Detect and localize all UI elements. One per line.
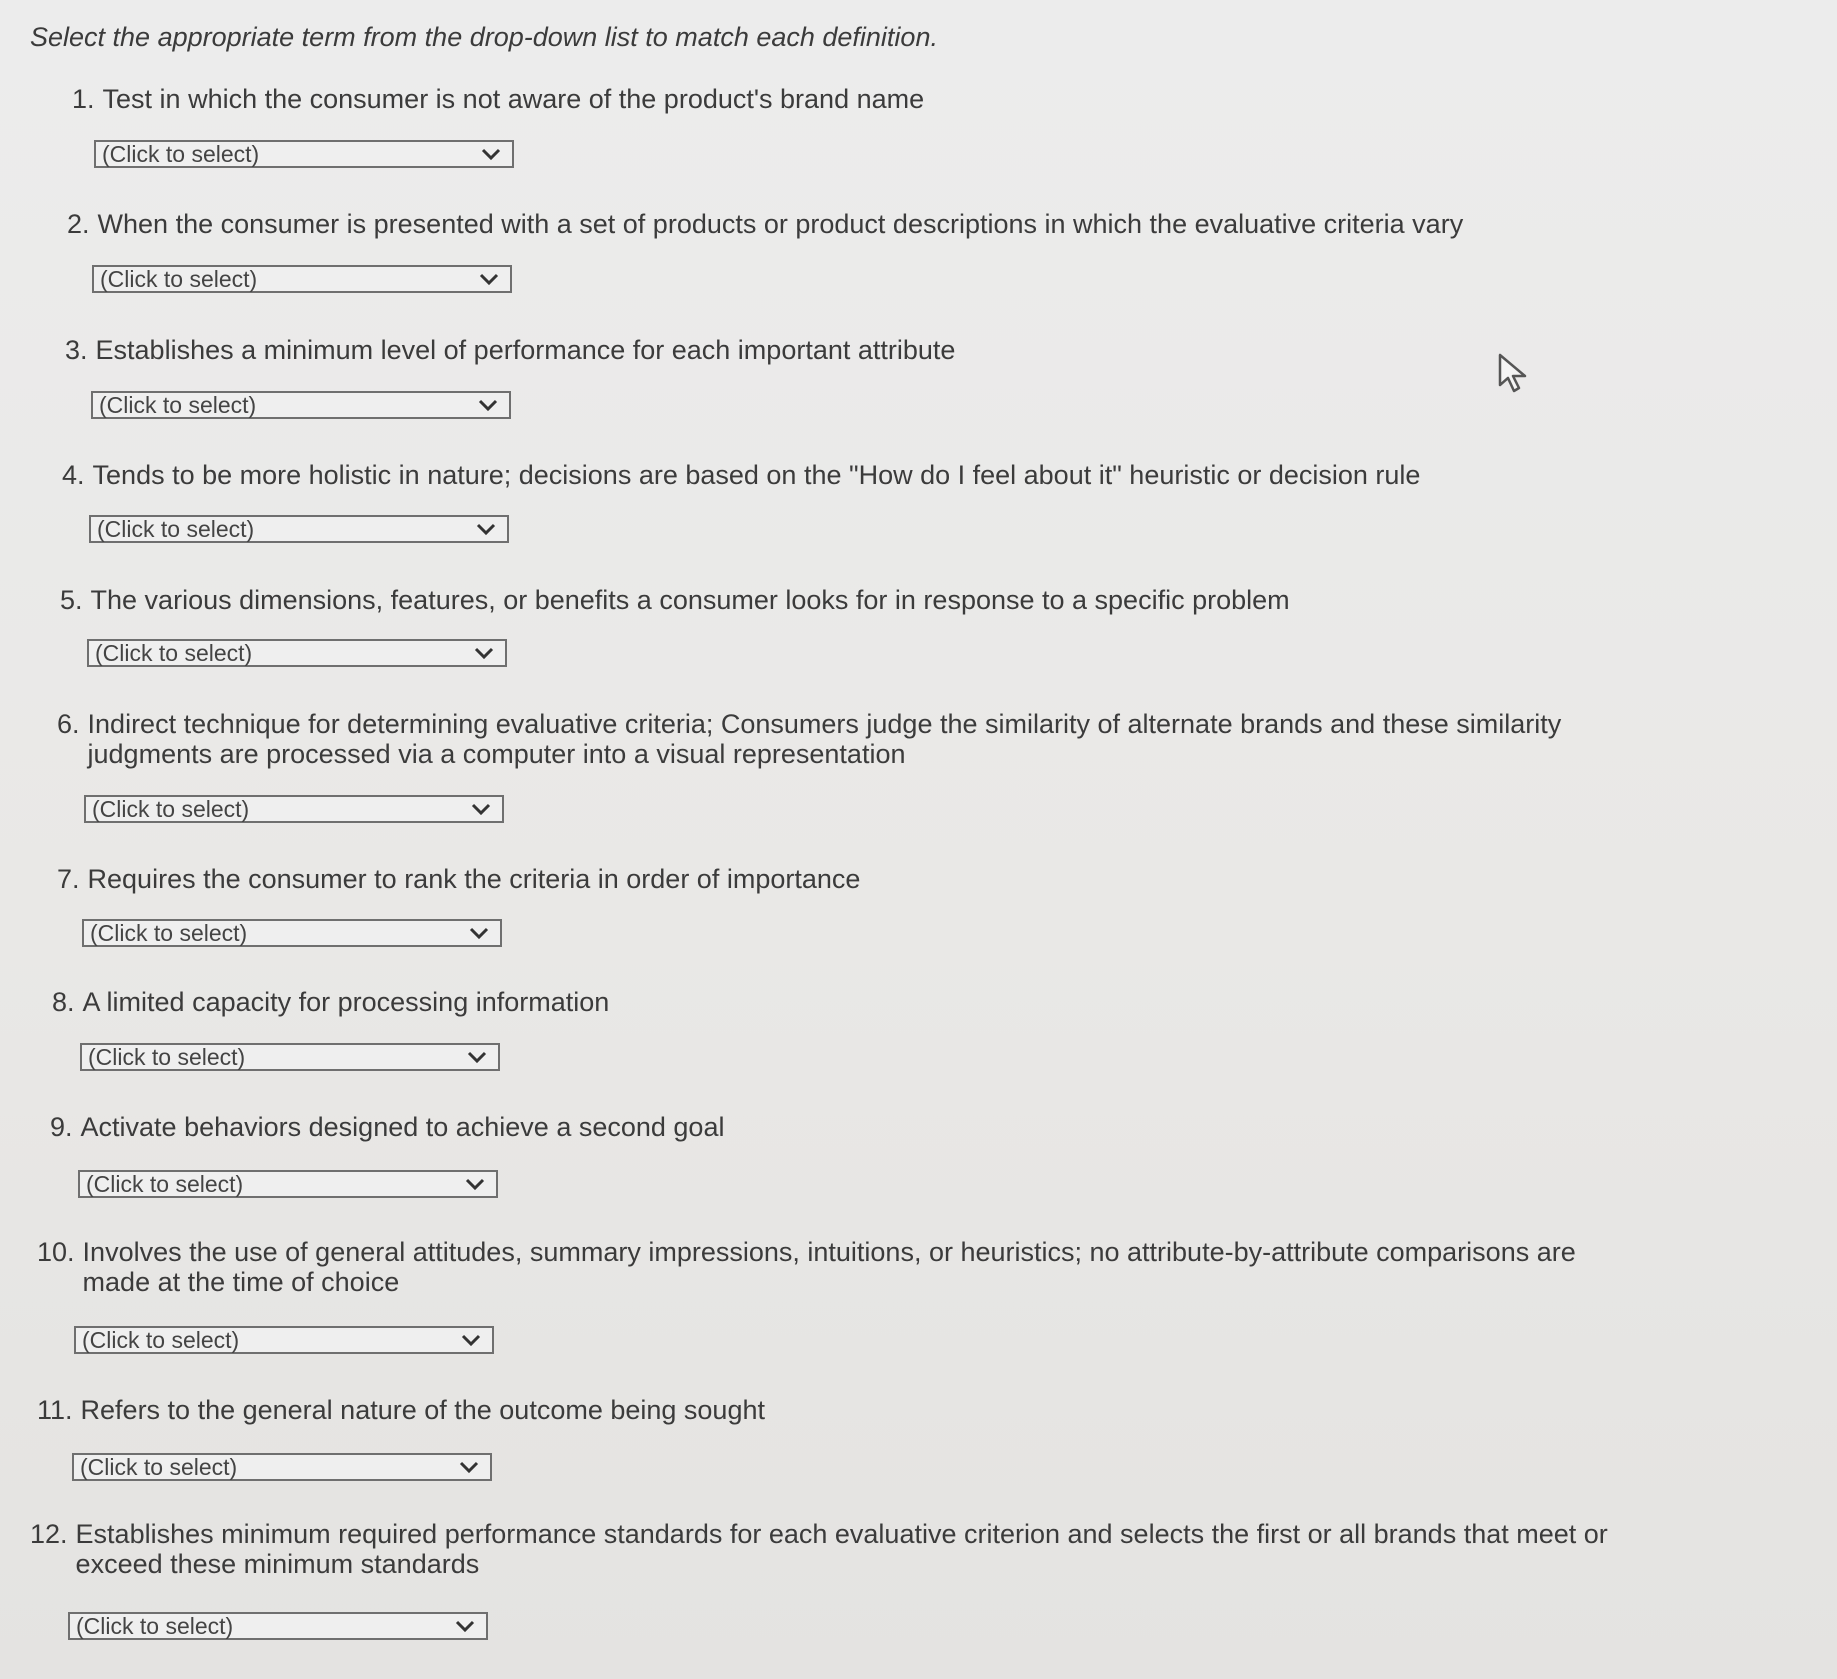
chevron-down-icon: [454, 1617, 476, 1635]
question-number: 12.: [30, 1519, 68, 1549]
term-select-8[interactable]: [80, 1043, 500, 1071]
question-number: 4.: [62, 460, 85, 490]
question-text: [57, 709, 1637, 769]
question-1: [72, 84, 1792, 114]
question-text: [37, 1395, 1757, 1425]
question-text: [30, 1519, 1680, 1579]
question-number: 3.: [65, 335, 88, 365]
question-6: [57, 709, 1637, 769]
chevron-down-icon: [464, 1175, 486, 1193]
question-5: [60, 585, 1780, 615]
chevron-down-icon: [460, 1331, 482, 1349]
chevron-down-icon: [478, 270, 500, 288]
term-select-1[interactable]: [94, 140, 514, 168]
question-definition: Establishes a minimum level of performance for each important attribute: [95, 335, 956, 365]
term-select-5[interactable]: [87, 639, 507, 667]
select-value: (Click to select): [88, 1043, 246, 1070]
term-select-10[interactable]: [74, 1326, 494, 1354]
question-10: [37, 1237, 1637, 1297]
question-number: 10.: [37, 1237, 75, 1267]
select-value: (Click to select): [92, 795, 250, 822]
question-2: [67, 209, 1787, 239]
chevron-down-icon: [477, 396, 499, 414]
question-number: 7.: [57, 864, 80, 894]
term-select-6[interactable]: [84, 795, 504, 823]
question-text: [50, 1112, 1770, 1142]
question-definition: A limited capacity for processing information: [82, 987, 610, 1017]
question-number: 5.: [60, 585, 83, 615]
question-text: [60, 585, 1780, 615]
select-value: (Click to select): [80, 1453, 238, 1480]
select-value: (Click to select): [100, 265, 258, 292]
question-8: [52, 987, 1772, 1017]
question-7: [57, 864, 1777, 894]
term-select-4[interactable]: [89, 515, 509, 543]
question-text: [72, 84, 1792, 114]
term-select-11[interactable]: [72, 1453, 492, 1481]
select-value: (Click to select): [82, 1326, 240, 1353]
question-definition: Activate behaviors designed to achieve a second goal: [80, 1112, 725, 1142]
question-number: 1.: [72, 84, 95, 114]
select-value: (Click to select): [90, 919, 248, 946]
question-11: [37, 1395, 1757, 1425]
select-value: (Click to select): [95, 639, 253, 666]
question-text: [52, 987, 1772, 1017]
select-value: (Click to select): [86, 1170, 244, 1197]
chevron-down-icon: [473, 644, 495, 662]
term-select-2[interactable]: [92, 265, 512, 293]
question-text: [37, 1237, 1637, 1297]
question-definition: Tends to be more holistic in nature; decisions are based on the "How do I feel about it" heuristic or decision rule: [92, 460, 1421, 490]
select-value: (Click to select): [97, 515, 255, 542]
question-definition: The various dimensions, features, or benefits a consumer looks for in response to a specific problem: [90, 585, 1290, 615]
question-number: 6.: [57, 709, 80, 739]
question-number: 2.: [67, 209, 90, 239]
chevron-down-icon: [458, 1458, 480, 1476]
term-select-12[interactable]: [68, 1612, 488, 1640]
question-12: [30, 1519, 1680, 1579]
question-text: [67, 209, 1787, 239]
question-definition: Refers to the general nature of the outcome being sought: [80, 1395, 765, 1425]
question-4: [62, 460, 1782, 490]
instructions: Select the appropriate term from the drop-down list to match each definition.: [30, 22, 938, 52]
select-value: (Click to select): [99, 391, 257, 418]
chevron-down-icon: [470, 800, 492, 818]
chevron-down-icon: [466, 1048, 488, 1066]
question-definition: Involves the use of general attitudes, summary impressions, intuitions, or heuristics; no attribute-by-attribute comparisons are made at the time of choice: [82, 1237, 1576, 1297]
question-text: [57, 864, 1777, 894]
question-definition: Requires the consumer to rank the criteria in order of importance: [87, 864, 861, 894]
question-definition: When the consumer is presented with a set of products or product descriptions in which the evaluative criteria vary: [97, 209, 1464, 239]
term-select-3[interactable]: [91, 391, 511, 419]
question-definition: Test in which the consumer is not aware of the product's brand name: [102, 84, 925, 114]
question-definition: Indirect technique for determining evaluative criteria; Consumers judge the similarity of alternate brands and these similarity judgments are processed via a computer into a visual representation: [87, 709, 1562, 769]
question-number: 11.: [37, 1395, 73, 1425]
question-number: 8.: [52, 987, 75, 1017]
term-select-9[interactable]: [78, 1170, 498, 1198]
mouse-pointer-icon: [1497, 353, 1531, 393]
question-9: [50, 1112, 1770, 1142]
question-number: 9.: [50, 1112, 73, 1142]
select-value: (Click to select): [76, 1612, 234, 1639]
chevron-down-icon: [480, 145, 502, 163]
chevron-down-icon: [475, 520, 497, 538]
term-select-7[interactable]: [82, 919, 502, 947]
question-definition: Establishes minimum required performance standards for each evaluative criterion and selects the first or all brands that meet or exceed these minimum standards: [75, 1519, 1608, 1579]
chevron-down-icon: [468, 924, 490, 942]
question-text: [62, 460, 1782, 490]
select-value: (Click to select): [102, 140, 260, 167]
